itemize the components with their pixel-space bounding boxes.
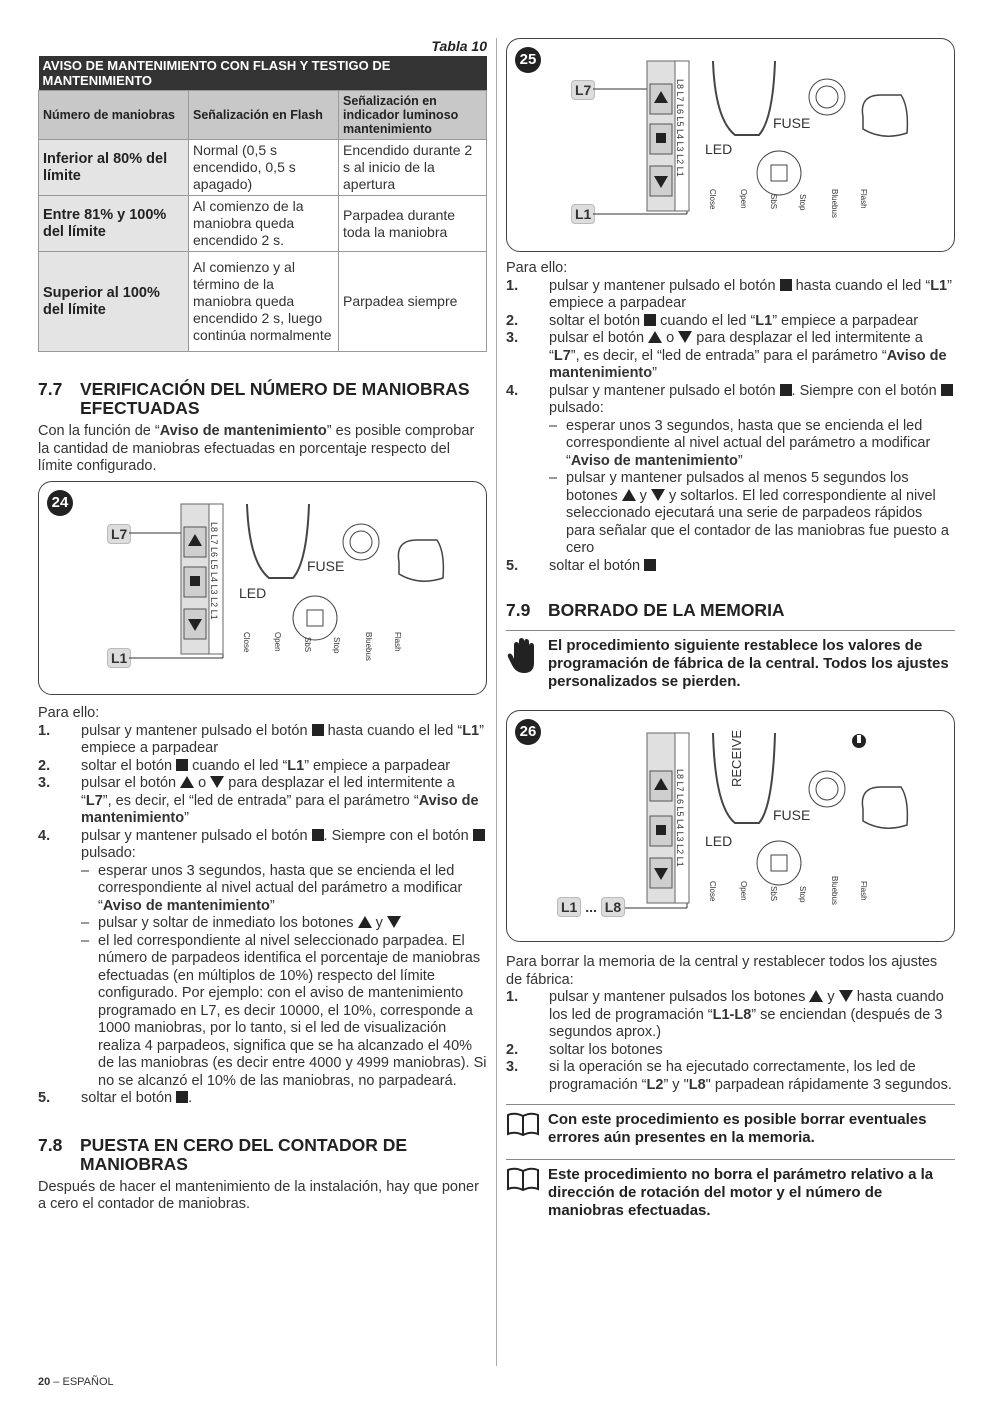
step-3: 3. si la operación se ha ejecutado correctamente, los led de programación “L2” y "L8" parpadean rápidamente 3 segundos. — [506, 1059, 952, 1093]
svg-text:Bluebus: Bluebus — [364, 632, 373, 661]
warning-note — [506, 630, 955, 691]
led-label-l1: L1 — [557, 897, 581, 917]
table-row — [39, 196, 487, 252]
left-column — [38, 38, 487, 476]
down-arrow-icon — [678, 331, 692, 343]
figure-25 — [506, 38, 955, 252]
led-label-l8: L8 — [601, 897, 625, 917]
down-arrow-icon — [651, 489, 665, 501]
stop-button-icon — [473, 829, 485, 841]
step-1: 1. pulsar y mantener pulsados los botones y hasta cuando los led de programación “L1-L8” se enciendan (después de 3 segundos aprox.) — [506, 989, 944, 1040]
stop-button-icon — [176, 1091, 188, 1103]
stop-button-icon — [312, 829, 324, 841]
svg-text:Stop: Stop — [332, 637, 341, 654]
stop-button-icon — [780, 279, 792, 291]
table-title: AVISO DE MANTENIMIENTO CON FLASH Y TESTIGO DE MANTENIMIENTO — [39, 56, 487, 91]
svg-text:Open: Open — [739, 881, 748, 901]
maintenance-table — [38, 56, 487, 352]
sub-step: – el led correspondiente al nivel seleccionado parpadea. El número de parpadeos identifica el porcentaje de maniobras efectuadas (en múltiplos de 10%) respecto del límite configurado. Por ejemplo: con el aviso de mantenimiento programado en L7, es decir 10000, el 10%, corresponde a 1000 maniobras, por lo tanto, si el led de visualización realiza 4 parpadeos, significa que se ha alcanzado el 40% de las maniobras (es decir entre 4000 y 4999 maniobras). Si no se alcanzó el 10% de las maniobras, no parpadeará. — [81, 932, 487, 1089]
svg-text:SbS: SbS — [769, 886, 778, 902]
svg-text:Flash: Flash — [393, 632, 402, 652]
svg-text:Open: Open — [739, 189, 748, 209]
led-label: LED — [239, 585, 267, 601]
section-text: Después de hacer el mantenimiento de la instalación, hay que poner a cero el contador de maniobras. — [38, 1178, 479, 1212]
note-text: Este procedimiento no borra el parámetro relativo a la dirección de rotación del motor y el número de maniobras efectuadas. — [548, 1166, 934, 1219]
led-label: LED — [705, 141, 733, 157]
led-label-l7: L7 — [107, 524, 131, 544]
led-label-l1: L1 — [107, 648, 131, 668]
step-2: 2. soltar los botones — [506, 1041, 663, 1058]
down-arrow-icon — [839, 990, 853, 1002]
stop-button-icon — [312, 724, 324, 736]
step-2: 2. soltar el botón cuando el led “L1” empiece a parpadear — [38, 757, 451, 774]
table-cell: Inferior al 80% del límite — [39, 140, 189, 196]
section-heading-7-8 — [38, 1136, 487, 1174]
stop-button-icon — [644, 314, 656, 326]
fuse-label: FUSE — [773, 115, 811, 131]
steps-intro: Para ello: — [38, 705, 100, 721]
section-number: 7.8 — [38, 1134, 63, 1155]
sub-step: – pulsar y soltar de inmediato los botones y — [81, 915, 487, 933]
svg-text:Close: Close — [708, 881, 717, 902]
book-icon — [506, 1166, 548, 1220]
svg-text:L8 L7 L6 L5 L4 L3 L2 L1: L8 L7 L6 L5 L4 L3 L2 L1 — [209, 522, 219, 620]
led-label-l7: L7 — [571, 80, 595, 100]
stop-button-icon — [644, 559, 656, 571]
stop-button-icon — [941, 384, 953, 396]
section-number: 7.7 — [38, 379, 63, 399]
section-title: BORRADO DE LA MEMORIA — [548, 600, 785, 620]
table-cell: Encendido durante 2 s al inicio de la apertura — [339, 140, 487, 196]
table-header: Señalización en indicador luminoso mantenimiento — [339, 91, 487, 140]
info-note — [506, 1104, 955, 1147]
step-5: 5. soltar el botón . — [38, 1090, 193, 1106]
table-row — [39, 140, 487, 196]
fuse-label: FUSE — [773, 807, 811, 823]
left-steps — [38, 705, 487, 1214]
section-number: 7.9 — [506, 600, 531, 620]
step-4: 4. pulsar y mantener pulsado el botón . Siempre con el botón pulsado: – esperar unos 3 segundos, hasta que se encienda el led correspondiente al nivel actual del parámetro a modificar “Aviso de mantenimiento” – pulsar y soltar de inmediato los botones y – el led correspondiente al nivel seleccionado parpadea. El número de parpadeos identifica el porcentaje de maniobras efectuadas (en múltiplos de 10%) respecto del límite configurado. Por ejemplo: con el aviso de mantenimiento programado en L7, es decir 10000, el 10%, corresponde a 1000 maniobras, por lo tanto, si el led de visualización realiza 4 parpadeos, significa que se ha alcanzado el 40% de las maniobras (es decir entre 4000 y 4999 maniobras). Si no se alcanzó el 10% de las maniobras, no parpadeará. — [38, 827, 487, 1089]
footer-language: – ESPAÑOL — [50, 1376, 114, 1388]
step-3: 3. pulsar el botón o para desplazar el led intermitente a “L7”, es decir, el “led de entrada” para el parámetro “Aviso de mantenimiento” — [506, 330, 947, 381]
svg-text:SbS: SbS — [303, 637, 312, 653]
table-header: Señalización en Flash — [189, 91, 339, 140]
table-cell: Entre 81% y 100% del límite — [39, 196, 189, 252]
figure-number: 24 — [47, 490, 73, 516]
svg-text:Close: Close — [242, 632, 251, 653]
steps-list — [506, 278, 955, 576]
figure-number: 25 — [515, 47, 541, 73]
svg-text:Stop: Stop — [798, 194, 807, 211]
svg-text:Bluebus: Bluebus — [830, 876, 839, 905]
stop-button-icon — [780, 384, 792, 396]
svg-text:Open: Open — [273, 632, 282, 652]
section-title: VERIFICACIÓN DEL NÚMERO DE MANIOBRAS EFECTUADAS — [80, 379, 470, 418]
page-footer — [38, 1376, 114, 1388]
sub-step: – esperar unos 3 segundos, hasta que se encienda el led correspondiente al nivel actual del parámetro a modificar “Aviso de mantenimiento” — [549, 417, 931, 469]
section-heading-7-9 — [506, 601, 955, 620]
svg-text:Close: Close — [708, 189, 717, 210]
table-cell: Parpadea siempre — [339, 252, 487, 352]
up-arrow-icon — [622, 489, 636, 501]
stop-button-icon — [176, 759, 188, 771]
note-text: Con este procedimiento es posible borrar eventuales errores aún presentes en la memoria. — [548, 1111, 927, 1146]
table-header: Número de maniobras — [39, 91, 189, 140]
section-intro: Con la función de “Aviso de mantenimiento” es posible comprobar la cantidad de maniobras efectuadas en porcentaje respecto del límite configurado. — [38, 423, 475, 474]
figure-26 — [506, 710, 955, 942]
info-note — [506, 1159, 955, 1220]
hand-stop-icon — [506, 637, 548, 691]
svg-text:L8 L7 L6 L5 L4 L3 L2 L1: L8 L7 L6 L5 L4 L3 L2 L1 — [675, 79, 685, 177]
up-arrow-icon — [358, 916, 372, 928]
column-divider — [496, 38, 497, 1366]
svg-text:Flash: Flash — [859, 189, 868, 209]
table-cell: Parpadea durante toda la maniobra — [339, 196, 487, 252]
table-cell: Superior al 100% del límite — [39, 252, 189, 352]
steps-intro: Para ello: — [506, 260, 568, 276]
steps-list — [506, 989, 955, 1094]
figure-24 — [38, 481, 487, 695]
section-title: PUESTA EN CERO DEL CONTADOR DE MANIOBRAS — [80, 1134, 408, 1174]
sub-step: – pulsar y mantener pulsados al menos 5 segundos los botones y y soltarlos. El led correspondiente al nivel seleccionado ejecutará una serie de parpadeos rápidos para señalar que el contador de las maniobras fue puesto a cero — [549, 470, 949, 556]
up-arrow-icon — [180, 776, 194, 788]
table-cell: Al comienzo de la maniobra queda encendido 2 s. — [189, 196, 339, 252]
table-cell: Normal (0,5 s encendido, 0,5 s apagado) — [189, 140, 339, 196]
step-1: 1. pulsar y mantener pulsado el botón hasta cuando el led “L1” empiece a parpadear — [38, 722, 484, 756]
svg-text:SbS: SbS — [769, 194, 778, 210]
svg-text:Bluebus: Bluebus — [830, 189, 839, 218]
warning-text: El procedimiento siguiente restablece los valores de programación de fábrica de la central. Todos los ajustes personalizados se pierden. — [548, 637, 949, 690]
down-arrow-icon — [387, 916, 401, 928]
down-arrow-icon — [210, 776, 224, 788]
step-3: 3. pulsar el botón o para desplazar el led intermitente a “L7”, es decir, el “led de entrada” para el parámetro “Aviso de mantenimiento” — [38, 775, 479, 826]
memory-reset-steps — [506, 954, 955, 1220]
page-number: 20 — [38, 1376, 51, 1388]
step-2: 2. soltar el botón cuando el led “L1” empiece a parpadear — [506, 312, 919, 329]
book-icon — [506, 1111, 548, 1147]
sub-step: – esperar unos 3 segundos, hasta que se encienda el led correspondiente al nivel actual del parámetro a modificar “Aviso de mantenimiento” — [81, 862, 463, 914]
step-1: 1. pulsar y mantener pulsado el botón hasta cuando el led “L1” empiece a parpadear — [506, 277, 952, 311]
section-heading-7-7 — [38, 380, 487, 418]
table-cell: Al comienzo y al término de la maniobra queda encendido 2 s, luego continúa normalmente — [189, 252, 339, 352]
range-dots: ... — [585, 899, 597, 915]
up-arrow-icon — [648, 331, 662, 343]
svg-text:Stop: Stop — [798, 886, 807, 903]
steps-list — [38, 723, 487, 1108]
step-5: 5. soltar el botón — [506, 558, 955, 576]
table-caption: Tabla 10 — [431, 38, 487, 54]
receiver-label: RECEIVE — [729, 729, 744, 787]
table-row — [39, 252, 487, 352]
figure-number: 26 — [515, 719, 541, 745]
svg-text:Flash: Flash — [859, 881, 868, 901]
section-intro: Para borrar la memoria de la central y restablecer todos los ajustes de fábrica: — [506, 954, 938, 988]
led-label: LED — [705, 833, 733, 849]
fuse-label: FUSE — [307, 558, 345, 574]
up-arrow-icon — [809, 990, 823, 1002]
svg-text:L8 L7 L6 L5 L4 L3 L2 L1: L8 L7 L6 L5 L4 L3 L2 L1 — [675, 769, 685, 867]
led-label-l1: L1 — [571, 204, 595, 224]
step-4: 4. pulsar y mantener pulsado el botón . Siempre con el botón pulsado: – esperar unos 3 segundos, hasta que se encienda el led correspondiente al nivel actual del parámetro a modificar “Aviso de mantenimiento” – pulsar y mantener pulsados al menos 5 segundos los botones y y soltarlos. El led correspondiente al nivel seleccionado ejecutará una serie de parpadeos rápidos para señalar que el contador de las maniobras fue puesto a cero — [506, 383, 955, 558]
right-steps — [506, 260, 955, 691]
